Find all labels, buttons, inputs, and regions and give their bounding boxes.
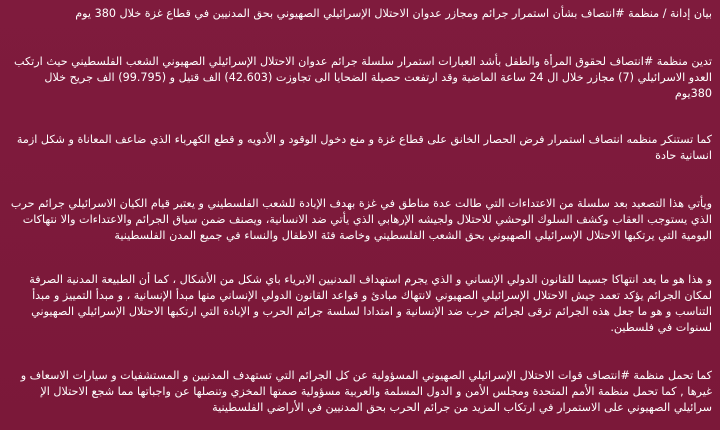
statement-paragraph-responsibility: كما تحمل منظمة #انتصاف قوات الاحتلال الإسرائيلي الصهيوني المسؤولية عن كل الجرائم التي تستهدف المدنيين و المستشفيات و سيارات الاسعاف و غيرها , كما تحمل منظمة الأمم المتحدة ومجلس الأمن و الدول المسلمة والعربية مسؤولية صمتها المخزي وتنصلها عن واجباتها مما شجع الاحتلال الإ سرائيلي الصهيوني على الاستمرار في ارتكاب المزيد من جرائم الحرب بحق المدنيين في الأراضي الفلسطينية bbox=[20, 369, 712, 414]
statement-paragraph-escalation: ويأتي هذا التصعيد بعد سلسلة من الاعتداءات التي طالت عدة مناطق في غزة بهدف الإبادة للشعب الفلسطيني و يعتبر قيام الكيان الاسرائيلي جرائم حرب الذي يستوجب العقاب وكشف السلوك الوحشي للاحتلال ولجيشه الإرهابي الذي يأتي ضد الانسانية، ويصنف ضمن سياق الجرائم والاعتداءات والا نتهاكات اليومية التي يرتكبها الاحتلال الإسرائيلي الصهيوني بحق الشعب الفلسطيني وخاصة فئة الاطفال والنساء في جميع المدن الفلسطينية bbox=[10, 197, 712, 242]
statement-title: بيان إدانة / منظمة #انتصاف بشأن استمرار جرائم ومجازر عدوان الاحتلال الإسرائيلي الصهيوني بحق المدنيين في قطاع غزة خلال 380 يوم bbox=[75, 7, 712, 20]
statement-paragraph-siege: كما تستنكر منظمه انتصاف استمرار فرض الحصار الخانق على قطاع غزة و منع دخول الوقود و الأدويه و قطع الكهرباء الذي ضاعف المعاناة و شكل ازمة انسانية حادة bbox=[16, 133, 712, 162]
statement-paragraph-condemnation: تدين منظمة #انتصاف لحقوق المرأة والطفل بأشد العبارات استمرار سلسلة جرائم عدوان الاحتلال الإسرائيلي الصهيوني الشعب الفلسطيني حيث ارتكب العدو الاسرائيلي (7) مجازر خلال ال 24 ساعة الماضية وقد ارتفعت حصيلة الضحايا الى تجاوزت (42.603) الف قتيل و (99.795) الف جريح خلال 380يوم bbox=[13, 55, 712, 100]
statement-paragraph-violation: و هذا هو ما يعد انتهاكا جسيما للقانون الدولي الإنساني و الذي يجرم استهداف المدنيين الابرياء باي شكل من الأشكال ، كما أن الطبيعة المدنية الصرفة لمكان الجرائم يؤكد تعمد جيش الاحتلال الإسرائيلي الصهيوني لانتهاك مبادئ و قواعد القانون الدولي الإنساني منها مبدأ الإنسانية ، و مبدأ التمييز و مبدأ التناسب و هو ما جعل هذه الجرائم ترقى لجرائم حرب ضد الإنسانية و امتدادا لسلسة جرائم الحرب و الإبادة التي ارتكبها الاحتلال الإسرائيلي الصهيوني لسنوات في فلسطين. bbox=[29, 273, 712, 334]
